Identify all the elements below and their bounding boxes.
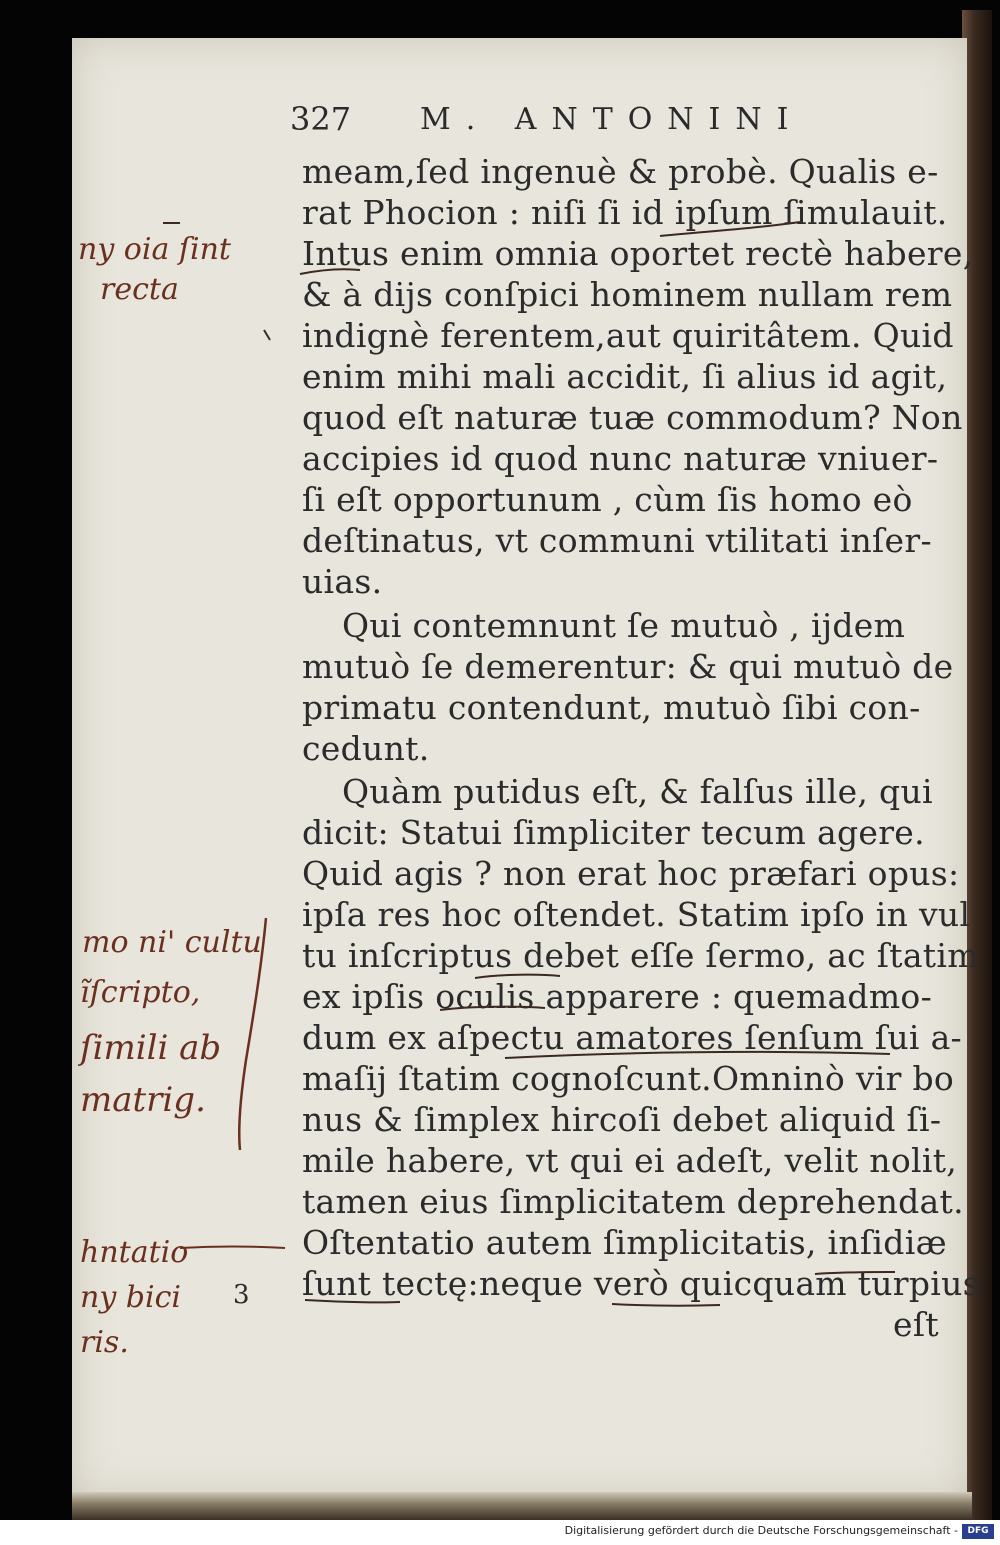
page-number: 327 bbox=[290, 100, 352, 138]
text-line: mutuò ſe demerentur: & qui mutuò de bbox=[302, 647, 954, 686]
text-line: quod eſt naturæ tuæ commodum? Non bbox=[302, 398, 963, 437]
margin-note-line: ny oia ſint bbox=[78, 232, 231, 267]
footer-bar bbox=[0, 1520, 1000, 1545]
text-line: Quid agis ? non erat hoc præfari opus: bbox=[302, 854, 960, 893]
text-line: deſtinatus, vt communi vtilitati inſer- bbox=[302, 521, 932, 560]
margin-note-line: hntatio bbox=[80, 1235, 189, 1270]
text-line: nus & ſimplex hircoſi debet aliquid ſi- bbox=[302, 1100, 942, 1139]
running-head: M. ANTONINI bbox=[420, 102, 804, 137]
text-line: rat Phocion : niſi ſi id ipſum ſimulauit. bbox=[302, 193, 948, 232]
margin-note-line: ĩſcripto, bbox=[80, 975, 201, 1010]
margin-note-line: ſimili ab bbox=[80, 1028, 222, 1068]
margin-note-line: ris. bbox=[80, 1325, 129, 1360]
text-line: ſi eſt opportunum , cùm ſis homo eò bbox=[302, 480, 913, 519]
text-line: tu inſcriptus debet eſſe ſermo, ac ſtatim bbox=[302, 936, 979, 975]
margin-note-line: recta bbox=[100, 272, 179, 307]
text-line: ex ipſis oculis apparere : quemadmo- bbox=[302, 977, 933, 1016]
text-line: enim mihi mali accidit, ſi alius id agit, bbox=[302, 357, 948, 396]
text-line: Intus enim omnia oportet rectè habere, bbox=[302, 234, 974, 273]
text-line: tamen eius ſimplicitatem deprehendat. bbox=[302, 1182, 964, 1221]
text-line: maſij ſtatim cognoſcunt.Omninò vir bo bbox=[302, 1059, 955, 1098]
text-line: cedunt. bbox=[302, 729, 430, 768]
text-line: ſunt tectę:neque verò quicquam turpius bbox=[302, 1264, 980, 1303]
catchword: eſt bbox=[893, 1305, 939, 1344]
margin-note-line: matrig. bbox=[80, 1080, 206, 1120]
text-line: primatu contendunt, mutuò ſibi con- bbox=[302, 688, 921, 727]
text-line: mile habere, vt qui ei adeſt, velit nolit, bbox=[302, 1141, 958, 1180]
text-line: Quàm putidus eſt, & falſus ille, qui bbox=[342, 772, 933, 811]
funding-credit: Digitalisierung gefördert durch die Deutsche Forschungsgemeinschaft - bbox=[564, 1524, 958, 1537]
margin-note-line: ny bici bbox=[80, 1280, 182, 1315]
text-line: dum ex aſpectu amatores ſenſum ſui a- bbox=[302, 1018, 962, 1057]
margin-mark: 3 bbox=[233, 1280, 250, 1310]
text-line: accipies id quod nunc naturæ vniuer- bbox=[302, 439, 939, 478]
text-line: indignè ferentem,aut quiritâtem. Quid bbox=[302, 316, 954, 355]
text-line: ipſa res hoc oſtendet. Statim ipſo in vul bbox=[302, 895, 971, 934]
text-line: Qui contemnunt ſe mutuò , ijdem bbox=[342, 606, 906, 645]
text-line: Oſtentatio autem ſimplicitatis, inſidiæ bbox=[302, 1223, 947, 1262]
text-line: uias. bbox=[302, 562, 383, 601]
margin-note-line: mo ni' cultu bbox=[82, 925, 262, 960]
text-line: dicit: Statui ſimpliciter tecum agere. bbox=[302, 813, 925, 852]
text-line: meam,ſed ingenuè & probè. Qualis e- bbox=[302, 152, 939, 191]
dfg-logo: DFG bbox=[962, 1524, 994, 1539]
text-line: & à dijs conſpici hominem nullam rem bbox=[302, 275, 953, 314]
